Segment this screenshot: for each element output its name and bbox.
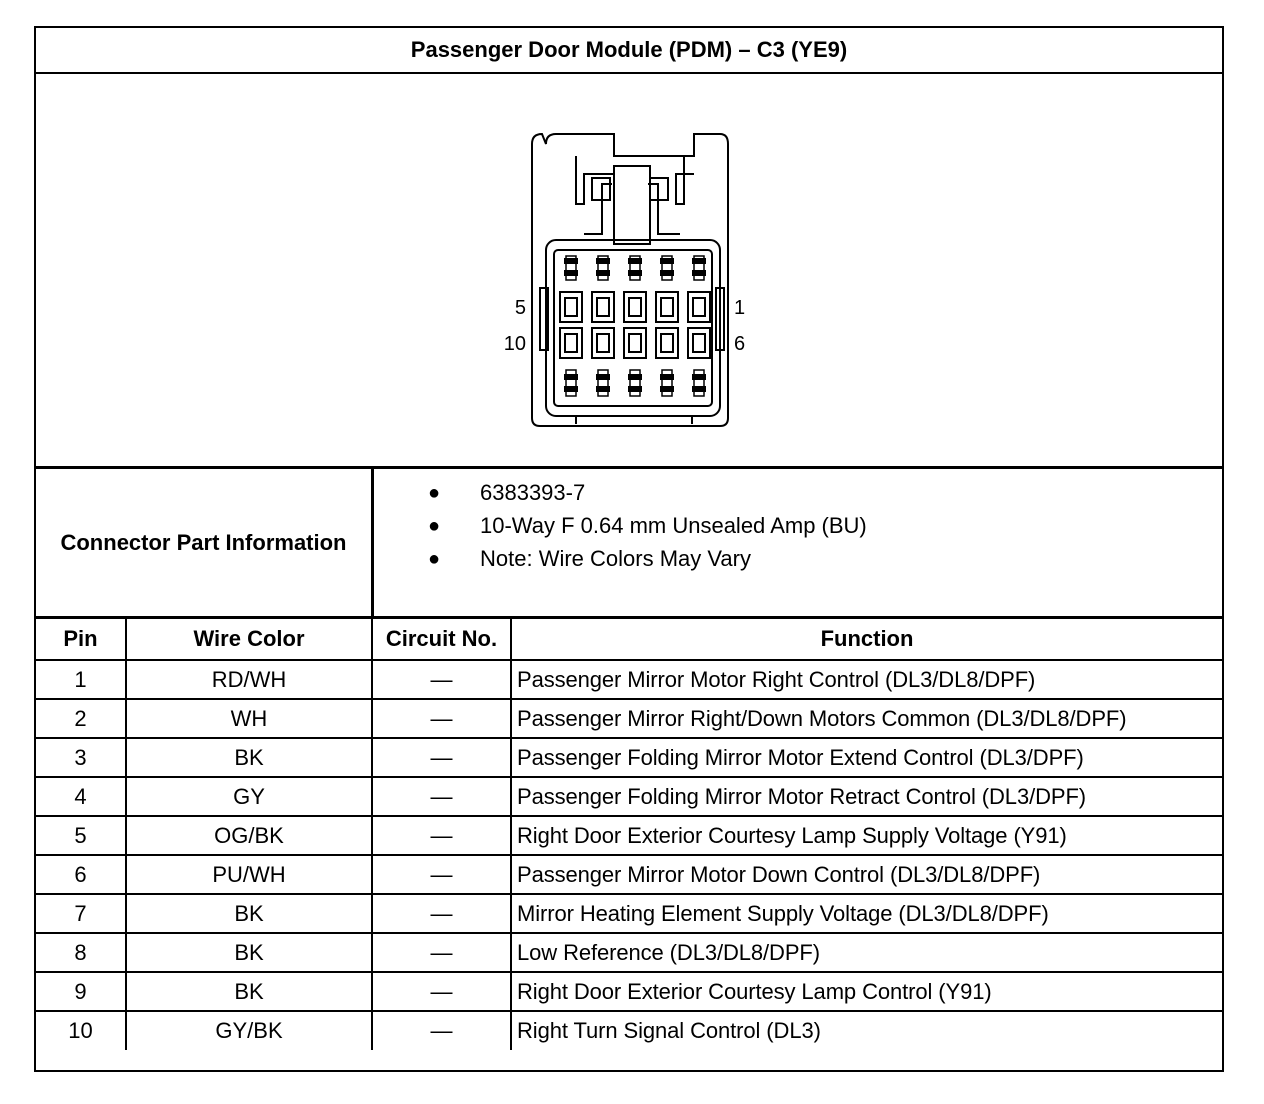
pin-function: Low Reference (DL3/DL8/DPF): [511, 933, 1222, 972]
table-row: [36, 777, 1222, 816]
header-circuit: Circuit No.: [372, 619, 511, 660]
wire-color: PU/WH: [126, 855, 372, 894]
header-function: Function: [511, 619, 1222, 660]
pin-number: 7: [36, 894, 126, 933]
bullet-icon: ●: [428, 515, 441, 537]
table-row: [36, 933, 1222, 972]
header-pin: Pin: [36, 619, 126, 660]
connector-face-drawing: [36, 74, 1222, 466]
circuit-number: —: [372, 894, 511, 933]
part-info-label: Connector Part Information: [36, 469, 374, 616]
terminal-latch-fingers: [564, 258, 706, 392]
part-info-item: [374, 542, 1214, 576]
part-info-item: [374, 509, 1214, 543]
wire-color-note: Note: Wire Colors May Vary: [480, 546, 751, 571]
circuit-number: —: [372, 777, 511, 816]
wire-color: BK: [126, 933, 372, 972]
pin-function: Passenger Mirror Motor Right Control (DL3/DL8/DPF): [511, 660, 1222, 699]
terminal-cavities: [560, 292, 710, 358]
wire-color: BK: [126, 894, 372, 933]
connector-diagram-panel: [36, 74, 1222, 469]
wire-color: GY: [126, 777, 372, 816]
pin-function: Passenger Mirror Motor Down Control (DL3/DL8/DPF): [511, 855, 1222, 894]
wire-color: BK: [126, 738, 372, 777]
header-wire-color: Wire Color: [126, 619, 372, 660]
pin-function: Right Turn Signal Control (DL3): [511, 1011, 1222, 1050]
table-row: [36, 894, 1222, 933]
part-info-item: [374, 476, 1214, 510]
pin-function: Right Door Exterior Courtesy Lamp Supply Voltage (Y91): [511, 816, 1222, 855]
table-header-row: [36, 619, 1222, 660]
circuit-number: —: [372, 1011, 511, 1050]
table-row: [36, 660, 1222, 699]
part-info-list: [374, 469, 1222, 616]
connector-part-info: [36, 469, 1222, 619]
pin-number: 1: [36, 660, 126, 699]
pin-function: Passenger Folding Mirror Motor Extend Control (DL3/DPF): [511, 738, 1222, 777]
circuit-number: —: [372, 933, 511, 972]
pin-number: 2: [36, 699, 126, 738]
table-row: [36, 816, 1222, 855]
circuit-number: —: [372, 855, 511, 894]
pin-label-1: 1: [734, 297, 746, 319]
circuit-number: —: [372, 972, 511, 1011]
part-number: 6383393-7: [480, 480, 586, 505]
wire-color: OG/BK: [126, 816, 372, 855]
pin-number: 4: [36, 777, 126, 816]
connector-sheet: [34, 26, 1224, 1072]
pin-function: Right Door Exterior Courtesy Lamp Control (Y91): [511, 972, 1222, 1011]
pin-label-6: 6: [734, 333, 746, 355]
pin-number: 10: [36, 1011, 126, 1050]
pin-number: 5: [36, 816, 126, 855]
circuit-number: —: [372, 699, 511, 738]
table-row: [36, 1011, 1222, 1050]
bullet-icon: ●: [428, 548, 441, 570]
connector-description: 10-Way F 0.64 mm Unsealed Amp (BU): [480, 513, 867, 538]
pin-number: 9: [36, 972, 126, 1011]
pin-number: 8: [36, 933, 126, 972]
table-row: [36, 738, 1222, 777]
wire-color: WH: [126, 699, 372, 738]
circuit-number: —: [372, 660, 511, 699]
table-row: [36, 972, 1222, 1011]
table-row: [36, 855, 1222, 894]
pin-label-10: 10: [503, 333, 526, 355]
wire-color: BK: [126, 972, 372, 1011]
pin-function: Passenger Mirror Right/Down Motors Common (DL3/DL8/DPF): [511, 699, 1222, 738]
pin-function: Passenger Folding Mirror Motor Retract Control (DL3/DPF): [511, 777, 1222, 816]
circuit-number: —: [372, 816, 511, 855]
wire-color: GY/BK: [126, 1011, 372, 1050]
pin-label-5: 5: [514, 297, 526, 319]
circuit-number: —: [372, 738, 511, 777]
pin-function: Mirror Heating Element Supply Voltage (DL3/DL8/DPF): [511, 894, 1222, 933]
wire-color: RD/WH: [126, 660, 372, 699]
table-row: [36, 699, 1222, 738]
pinout-table: [36, 619, 1222, 1050]
pin-number: 3: [36, 738, 126, 777]
page-title: Passenger Door Module (PDM) – C3 (YE9): [36, 28, 1222, 74]
bullet-icon: ●: [428, 482, 441, 504]
pin-number: 6: [36, 855, 126, 894]
